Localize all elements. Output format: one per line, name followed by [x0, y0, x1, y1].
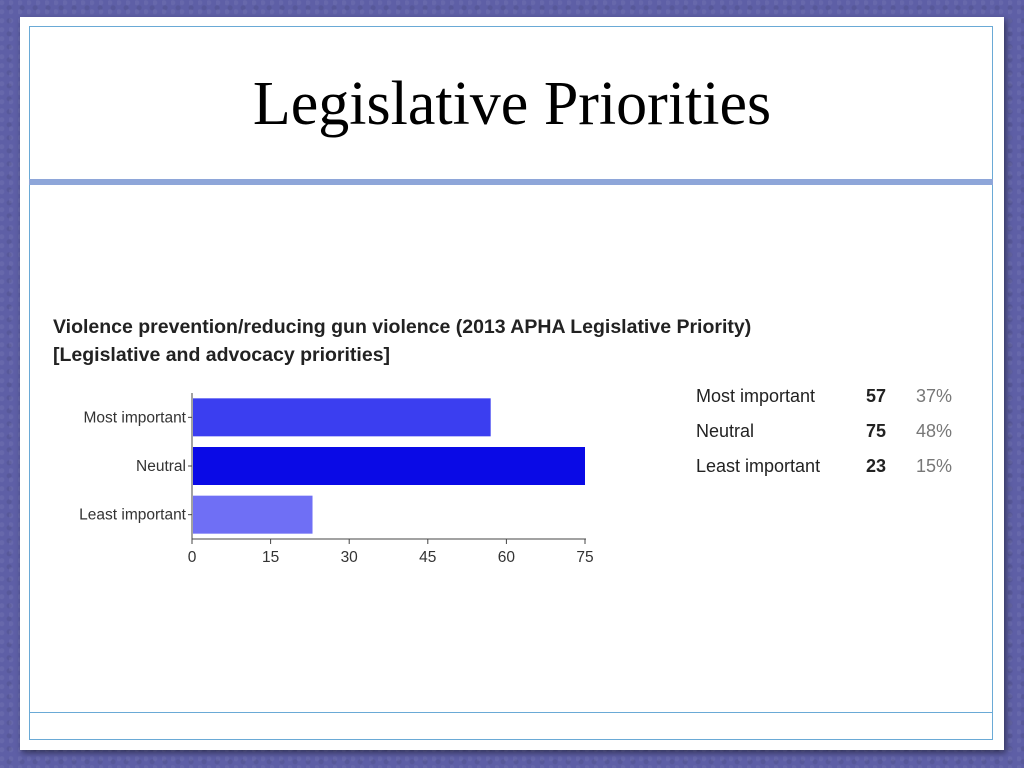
- summary-percent: 48%: [916, 421, 953, 441]
- summary-count: 23: [866, 456, 887, 476]
- bar: [193, 398, 491, 436]
- summary-row: [696, 379, 952, 414]
- bar: [193, 447, 585, 485]
- x-tick-label: 0: [187, 549, 197, 566]
- chart-title-line-2: [Legislative and advocacy priorities]: [53, 344, 391, 366]
- summary-count: 75: [866, 421, 887, 441]
- bar: [193, 496, 313, 534]
- category-label: Neutral: [136, 458, 186, 475]
- summary-count: 57: [866, 386, 887, 406]
- x-tick-label: 15: [261, 549, 280, 566]
- slide-title: Legislative Priorities: [252, 70, 772, 138]
- x-tick-label: 60: [497, 549, 516, 566]
- summary-label: Most important: [696, 386, 816, 406]
- summary-row: [696, 414, 952, 449]
- chart-title-line-1: Violence prevention/reducing gun violence (2013 APHA Legislative Priority): [53, 316, 752, 338]
- summary-label: Neutral: [696, 421, 755, 441]
- category-label: Most important: [83, 409, 186, 427]
- summary-label: Least important: [696, 456, 821, 476]
- x-tick-label: 30: [340, 549, 358, 566]
- slide: [20, 17, 1004, 750]
- x-tick-label: 45: [419, 549, 437, 566]
- summary-percent: 37%: [916, 386, 953, 406]
- summary-row: [696, 449, 952, 484]
- category-label: Least important: [79, 506, 186, 524]
- summary-percent: 15%: [916, 456, 953, 476]
- summary-table: [696, 379, 952, 484]
- x-tick-label: 75: [576, 549, 594, 566]
